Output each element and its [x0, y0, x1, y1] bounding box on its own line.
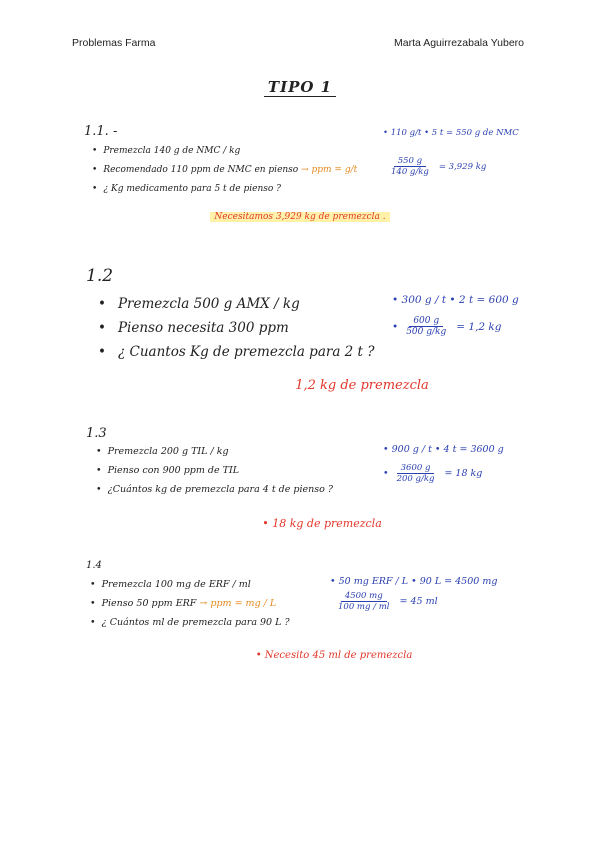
fraction-denominator: 200 g/kg: [396, 474, 435, 484]
list-item: • Pienso 50 ppm ERF → ppm = mg / L: [90, 594, 290, 613]
result-text: 1,2 kg de premezcla: [295, 378, 429, 393]
bullet-text: ¿Cuántos kg de premezcla para 4 t de pienso ?: [107, 484, 333, 495]
calc-fraction-row: [383, 156, 519, 177]
result-line: [0, 212, 600, 222]
list-item: • ¿ Kg medicamento para 5 t de pienso ?: [92, 180, 357, 199]
section-number: 1.2: [86, 266, 114, 286]
bullet-text: Premezcla 140 g de NMC / kg: [103, 146, 241, 156]
fraction-result: = 3,929 kg: [438, 161, 487, 172]
calc-fraction-row: [383, 463, 504, 484]
fraction: [334, 591, 393, 612]
header-left: Problemas Farma: [72, 37, 156, 49]
bullet-list: [98, 292, 375, 364]
list-item: • Premezcla 200 g TIL / kg: [96, 442, 333, 461]
fraction-numerator: 600 g: [409, 316, 443, 327]
title-text: TIPO 1: [264, 78, 336, 97]
calc-bullet: •: [383, 468, 389, 479]
bullet-note: → ppm = mg / L: [199, 598, 277, 609]
bullet-text: Recomendado 110 ppm de NMC en pienso: [103, 165, 299, 175]
fraction: [393, 463, 439, 484]
fraction: [387, 156, 433, 177]
bullet-text: Premezcla 500 g AMX / kg: [117, 296, 300, 312]
fraction: [402, 316, 450, 337]
calc-bullet: •: [392, 320, 399, 333]
list-item: • Premezcla 100 mg de ERF / ml: [90, 575, 290, 594]
list-item: • ¿ Cuantos Kg de premezcla para 2 t ?: [98, 340, 375, 364]
bullet-text: Premezcla 100 mg de ERF / ml: [101, 579, 251, 590]
bullet-text: ¿ Cuántos ml de premezcla para 90 L ?: [101, 617, 290, 628]
section-number: 1.4: [86, 560, 102, 571]
fraction-numerator: 3600 g: [397, 463, 435, 474]
bullet-text: Pienso necesita 300 ppm: [117, 320, 289, 336]
bullet-note: → ppm = g/t: [301, 165, 358, 175]
bullet-text: Pienso con 900 ppm de TIL: [107, 465, 240, 476]
fraction-denominator: 100 mg / ml: [338, 602, 390, 612]
result-text: Necesitamos 3,929 kg de premezcla .: [210, 212, 389, 222]
fraction-numerator: 550 g: [394, 156, 426, 167]
list-item: • ¿Cuántos kg de premezcla para 4 t de pienso ?: [96, 480, 333, 499]
list-item: • Premezcla 500 g AMX / kg: [98, 292, 375, 316]
fraction-result: = 1,2 kg: [456, 320, 502, 333]
calc-fraction-row: [330, 591, 497, 612]
section-number: 1.3: [86, 426, 107, 441]
result-text: • Necesito 45 ml de premezcla: [255, 650, 413, 661]
result-line: [22, 517, 600, 530]
result-line: [62, 378, 600, 393]
bullet-list: [90, 575, 290, 632]
bullet-list: [92, 142, 357, 199]
calc-line: • 50 mg ERF / L • 90 L = 4500 mg: [330, 576, 498, 587]
list-item: • Pienso necesita 300 ppm: [98, 316, 375, 340]
calc-line: • 900 g / t • 4 t = 3600 g: [383, 444, 504, 455]
bullet-text: Pienso 50 ppm ERF: [101, 598, 197, 609]
list-item: • Premezcla 140 g de NMC / kg: [92, 142, 357, 161]
fraction-denominator: 140 g/kg: [391, 167, 429, 177]
result-line: [34, 650, 600, 661]
calc-line: • 300 g / t • 2 t = 600 g: [392, 294, 519, 306]
list-item: • Pienso con 900 ppm de TIL: [96, 461, 333, 480]
list-item: • ¿ Cuántos ml de premezcla para 90 L ?: [90, 613, 290, 632]
bullet-text: Premezcla 200 g TIL / kg: [107, 446, 229, 457]
calculation: [383, 444, 504, 484]
fraction-result: = 45 ml: [399, 596, 438, 607]
result-text: • 18 kg de premezcla: [262, 517, 382, 530]
calculation: [392, 294, 519, 337]
page-title: [0, 78, 600, 96]
calculation: [330, 576, 497, 612]
calc-fraction-row: [392, 316, 519, 337]
bullet-list: [96, 442, 333, 499]
header-right: Marta Aguirrezabala Yubero: [394, 37, 524, 49]
fraction-result: = 18 kg: [444, 468, 483, 479]
calculation: [383, 128, 519, 177]
fraction-denominator: 500 g/kg: [406, 327, 447, 337]
list-item: • Recomendado 110 ppm de NMC en pienso → ppm = g/t: [92, 161, 357, 180]
calc-line: • 110 g/t • 5 t = 550 g de NMC: [383, 128, 519, 138]
fraction-numerator: 4500 mg: [341, 591, 387, 602]
bullet-text: ¿ Kg medicamento para 5 t de pienso ?: [103, 184, 281, 194]
bullet-text: ¿ Cuantos Kg de premezcla para 2 t ?: [117, 344, 375, 360]
section-number: 1.1. -: [84, 124, 118, 139]
